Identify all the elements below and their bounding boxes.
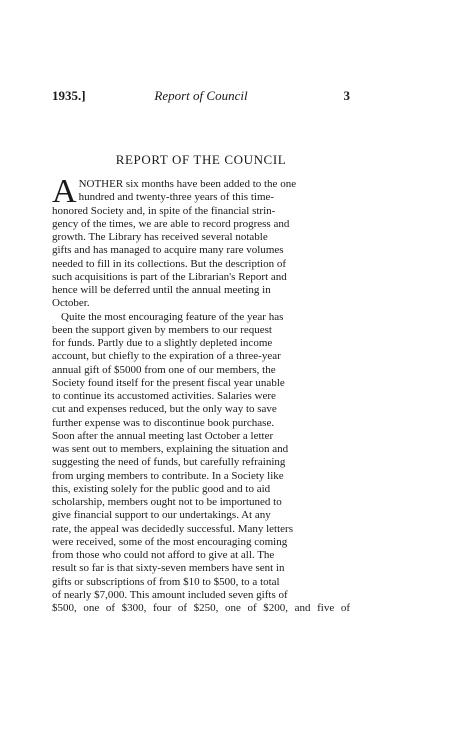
paragraph-1	[52, 173, 350, 311]
text-line: NOTHER six months have been added to the one	[78, 178, 297, 190]
text-line: hence will be deferred until the annual meeting in	[52, 284, 271, 296]
text-line: gifts and has managed to acquire many rare volumes	[52, 244, 284, 257]
drop-cap: A	[52, 173, 77, 210]
page-number: 3	[343, 88, 350, 103]
text-line: growth. The Library has received several notable	[52, 231, 268, 243]
text-line: to continue its accustomed activities. Salaries were	[52, 390, 276, 402]
text-line: suggesting the need of funds, but carefully refraining	[52, 456, 286, 469]
text-line: hundred and twenty-three years of this time-	[78, 191, 275, 204]
text-line: result so far is that sixty-seven members have sent in	[52, 562, 285, 575]
text-line: needed to fill in its collections. But the description of	[52, 257, 287, 270]
text-line: annual gift of $5000 from one of our members, the	[52, 363, 276, 376]
text-line: gency of the times, we are able to record progress and	[52, 217, 290, 230]
text-line: rate, the appeal was decidedly successful. Many letters	[52, 522, 293, 535]
text-line: gifts or subscriptions of from $10 to $500, to a total	[52, 575, 280, 588]
text-line: was sent out to members, explaining the situation and	[52, 443, 289, 455]
text-line: further expense was to discontinue book purchase.	[52, 416, 275, 429]
text-line: $500, one of $300, four of $250, one of $200, and five of	[52, 602, 350, 614]
text-line: honored Society and, in spite of the financial strin-	[52, 204, 276, 217]
text-line: scholarship, members ought not to be importuned to	[52, 496, 282, 508]
text-line: from urging members to contribute. In a Society like	[52, 469, 284, 482]
text-line: of nearly $7,000. This amount included seven gifts of	[52, 588, 288, 601]
text-line: Soon after the annual meeting last October a letter	[52, 429, 274, 442]
running-head-title: Report of Council	[154, 88, 248, 103]
text-line: Quite the most encouraging feature of the year has	[61, 310, 284, 323]
running-head	[52, 88, 350, 106]
text-line: were received, some of the most encouraging coming	[52, 535, 288, 548]
text-line: from those who could not afford to give at all. The	[52, 549, 275, 561]
text-line: Society found itself for the present fiscal year unable	[52, 376, 285, 389]
text-line: cut and expenses reduced, but the only way to save	[52, 403, 277, 416]
paragraph-2	[52, 311, 350, 616]
text-line: been the support given by members to our request	[52, 323, 272, 336]
text-line: October.	[52, 297, 90, 310]
text-line: for funds. Partly due to a slightly depleted income	[52, 337, 273, 349]
text-line: such acquisitions is part of the Librarian's Report and	[52, 270, 287, 283]
text-line: give financial support to our undertakings. At any	[52, 509, 271, 522]
body-text	[52, 173, 350, 615]
text-line: account, but chiefly to the expiration of a three-year	[52, 350, 281, 363]
section-heading: REPORT OF THE COUNCIL	[115, 152, 287, 167]
text-line: this, existing solely for the public good and to aid	[52, 482, 271, 495]
running-head-year: 1935.]	[52, 88, 86, 103]
